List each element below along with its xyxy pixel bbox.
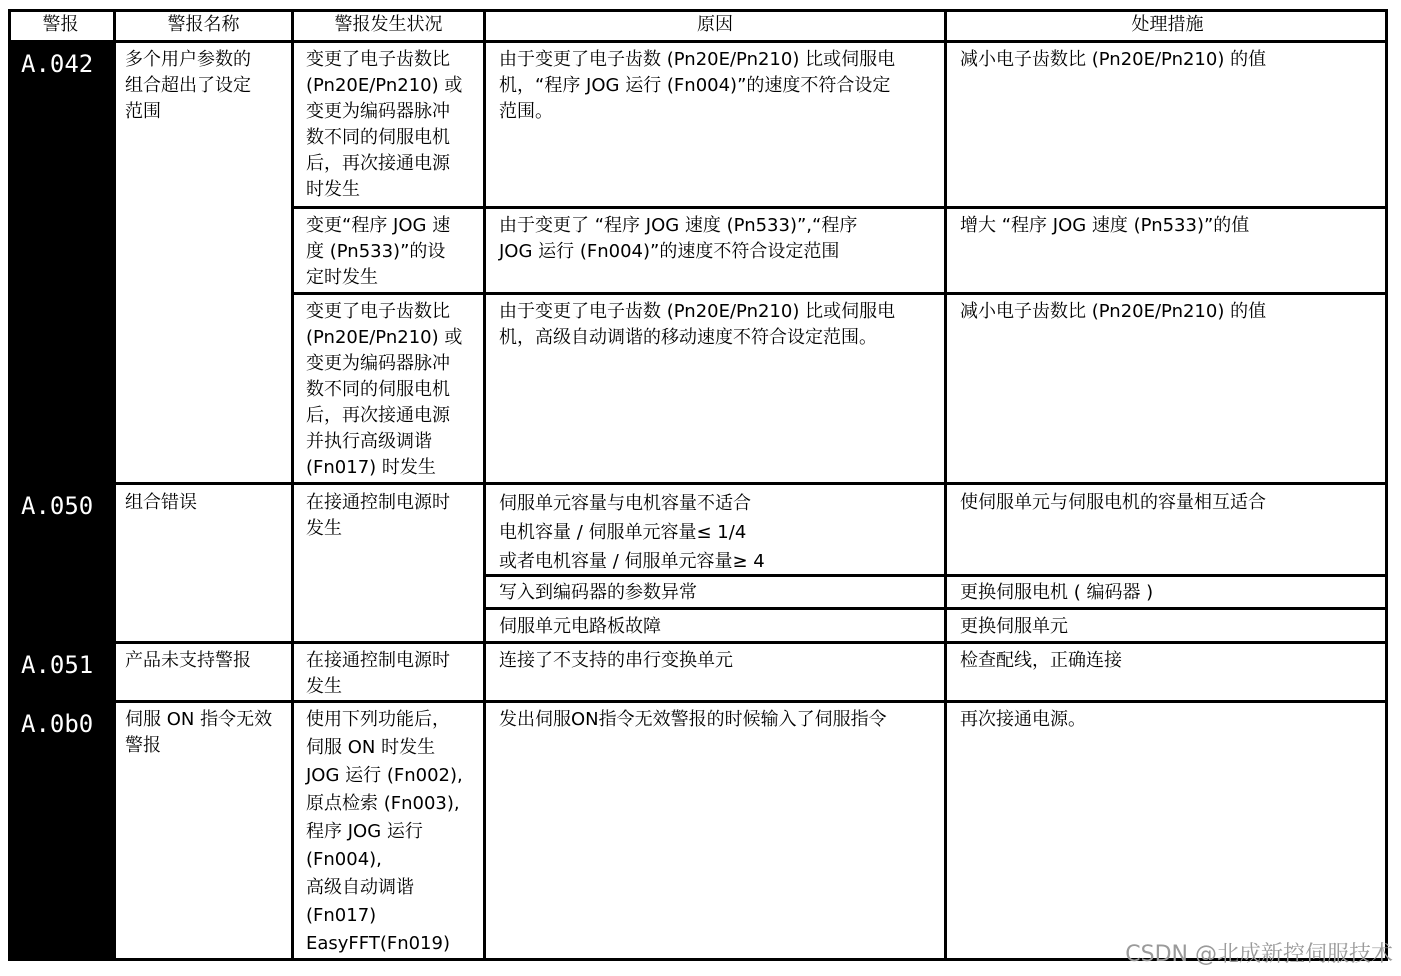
row-divider — [8, 482, 1388, 485]
alarm-cause: 发出伺服ON指令无效警报的时候输入了伺服指令 — [499, 709, 887, 730]
alarm-cause: 伺服单元容量与电机容量不适合 电机容量 / 伺服单元容量≤ 1/4 或者电机容量 / 伺服单元容量≥ 4 — [499, 493, 765, 572]
alarm-cause: 伺服单元电路板故障 — [499, 616, 661, 637]
alarm-table — [8, 9, 1388, 961]
header-name: 警报名称 — [167, 14, 240, 35]
row-divider — [8, 40, 1388, 43]
col-divider — [113, 9, 116, 961]
alarm-code: A.051 — [11, 644, 113, 700]
alarm-action: 减小电子齿数比 (Pn20E/Pn210) 的值 — [960, 301, 1267, 322]
col-divider — [944, 9, 947, 961]
header-cause: 原因 — [697, 14, 733, 35]
alarm-action: 减小电子齿数比 (Pn20E/Pn210) 的值 — [960, 49, 1267, 70]
row-divider — [8, 700, 1388, 703]
alarm-cause: 连接了不支持的串行变换单元 — [499, 650, 733, 671]
subrow-divider — [291, 292, 1388, 295]
alarm-cause: 由于变更了电子齿数 (Pn20E/Pn210) 比或伺服电 机，“程序 JOG 运行 (Fn004)”的速度不符合设定 范围。 — [499, 49, 896, 122]
alarm-name: 组合错误 — [125, 492, 197, 513]
alarm-code: A.050 — [11, 485, 113, 641]
alarm-situation: 在接通控制电源时 发生 — [306, 492, 450, 539]
alarm-situation: 变更了电子齿数比 (Pn20E/Pn210) 或 变更为编码器脉冲 数不同的伺服电机 后，再次接通电源 并执行高级调谐 (Fn017) 时发生 — [306, 301, 463, 478]
alarm-action: 使伺服单元与伺服电机的容量相互适合 — [960, 492, 1266, 513]
alarm-situation: 在接通控制电源时 发生 — [306, 650, 450, 697]
watermark: CSDN @北成新控伺服技术 — [1125, 942, 1393, 967]
alarm-action: 更换伺服单元 — [960, 616, 1068, 637]
header-action: 处理措施 — [1131, 14, 1204, 35]
alarm-code: A.0b0 — [11, 703, 113, 958]
alarm-name: 伺服 ON 指令无效 警报 — [125, 709, 273, 756]
alarm-action: 再次接通电源。 — [960, 709, 1086, 730]
alarm-cause: 由于变更了电子齿数 (Pn20E/Pn210) 比或伺服电 机，高级自动调谐的移动速度不符合设定范围。 — [499, 301, 896, 348]
header-alarm: 警报 — [42, 14, 79, 35]
alarm-code: A.042 — [11, 43, 113, 482]
alarm-situation: 使用下列功能后， 伺服 ON 时发生 JOG 运行 (Fn002), 原点检索 (Fn003), 程序 JOG 运行 (Fn004), 高级自动调谐 (Fn017) EasyFFT(Fn019) — [306, 709, 463, 954]
header-situation: 警报发生状况 — [334, 14, 443, 35]
col-divider — [483, 9, 486, 961]
alarm-situation: 变更“程序 JOG 速 度 (Pn533)”的设 定时发生 — [306, 215, 451, 288]
alarm-action: 增大 “程序 JOG 速度 (Pn533)”的值 — [960, 215, 1250, 236]
row-divider — [8, 641, 1388, 644]
alarm-name: 产品未支持警报 — [125, 650, 251, 671]
subrow-divider — [291, 206, 1388, 209]
table-border — [8, 9, 1388, 961]
alarm-action: 检查配线，正确连接 — [960, 650, 1122, 671]
subrow-divider — [483, 607, 1388, 610]
alarm-situation: 变更了电子齿数比 (Pn20E/Pn210) 或 变更为编码器脉冲 数不同的伺服电机 后，再次接通电源 时发生 — [306, 49, 463, 200]
col-divider — [291, 9, 294, 961]
alarm-name: 多个用户参数的 组合超出了设定 范围 — [125, 49, 251, 122]
alarm-cause: 由于变更了 “程序 JOG 速度 (Pn533)”,“程序 JOG 运行 (Fn004)”的速度不符合设定范围 — [499, 215, 858, 262]
alarm-action: 更换伺服电机 ( 编码器 ) — [960, 582, 1154, 603]
alarm-cause: 写入到编码器的参数异常 — [499, 582, 697, 603]
